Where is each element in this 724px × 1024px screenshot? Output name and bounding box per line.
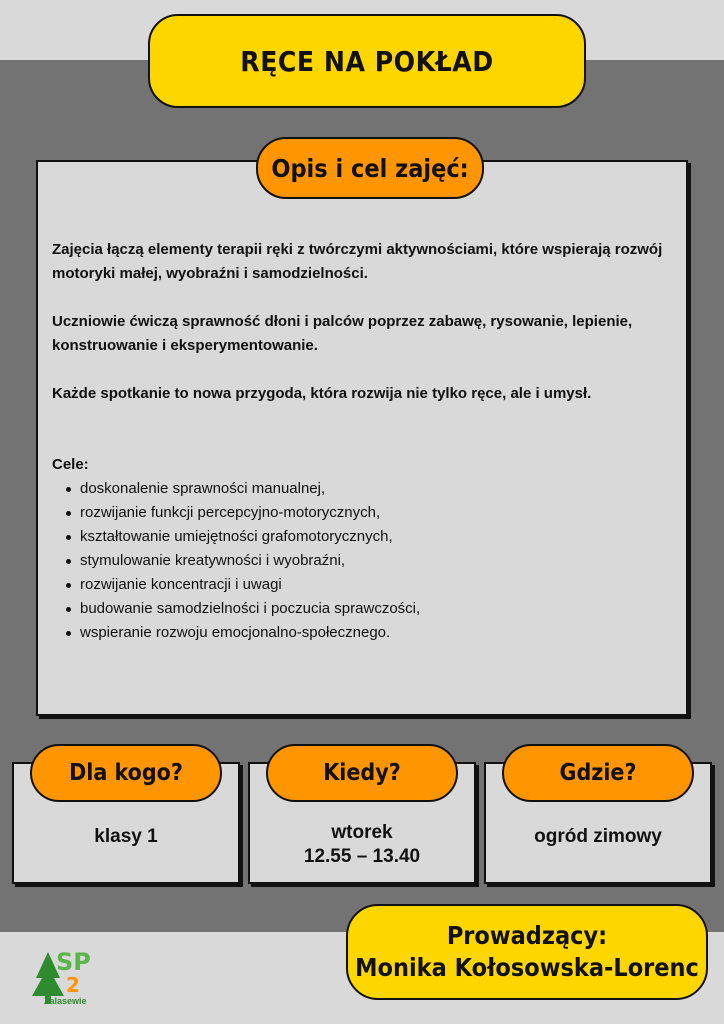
logo-caption: Zalasewie	[44, 996, 87, 1006]
when-heading: Kiedy?	[266, 744, 458, 802]
goal-item: rozwijanie funkcji percepcyjno-motorycznych,	[80, 501, 672, 525]
leader-pill	[346, 904, 708, 1000]
description-paragraph: Każde spotkanie to nowa przygoda, która rozwija nie tylko ręce, ale i umysł.	[52, 385, 592, 402]
where-heading: Gdzie?	[502, 744, 694, 802]
when-day: wtorek	[331, 822, 393, 843]
goal-item: doskonalenie sprawności manualnej,	[80, 477, 672, 501]
description-heading: Opis i cel zajęć:	[256, 137, 484, 199]
leader-name: Monika Kołosowska-Lorenc	[355, 953, 699, 982]
goals-list	[52, 477, 672, 645]
logo-letters: SP	[56, 948, 91, 976]
who-value: klasy 1	[94, 826, 158, 847]
goal-item: wspieranie rozwoju emocjonalno-społecznego.	[80, 621, 672, 645]
where-value: ogród zimowy	[534, 826, 662, 847]
goals-section	[52, 453, 672, 645]
leader-label: Prowadzący:	[446, 921, 608, 950]
description-paragraph: Zajęcia łączą elementy terapii ręki z twórczymi aktywnościami, które wspierają rozwój motoryki małej, wyobraźni i samodzielności.	[52, 241, 663, 282]
description-paragraph: Uczniowie ćwiczą sprawność dłoni i palców poprzez zabawę, rysowanie, lepienie, konstruowanie i eksperymentowanie.	[52, 313, 633, 354]
description-text	[52, 238, 672, 430]
goals-title: Cele:	[52, 456, 89, 473]
logo-prefix: w	[44, 987, 53, 997]
logo-number: 2	[66, 973, 80, 997]
goal-item: stymulowanie kreatywności i wyobraźni,	[80, 549, 672, 573]
when-time: 12.55 – 13.40	[303, 846, 421, 867]
who-heading: Dla kogo?	[30, 744, 222, 802]
goal-item: budowanie samodzielności i poczucia sprawczości,	[80, 597, 672, 621]
goal-item: kształtowanie umiejętności grafomotorycznych,	[80, 525, 672, 549]
goal-item: rozwijanie koncentracji i uwagi	[80, 573, 672, 597]
when-value	[248, 804, 476, 886]
page-title: RĘCE NA POKŁAD	[148, 14, 586, 108]
